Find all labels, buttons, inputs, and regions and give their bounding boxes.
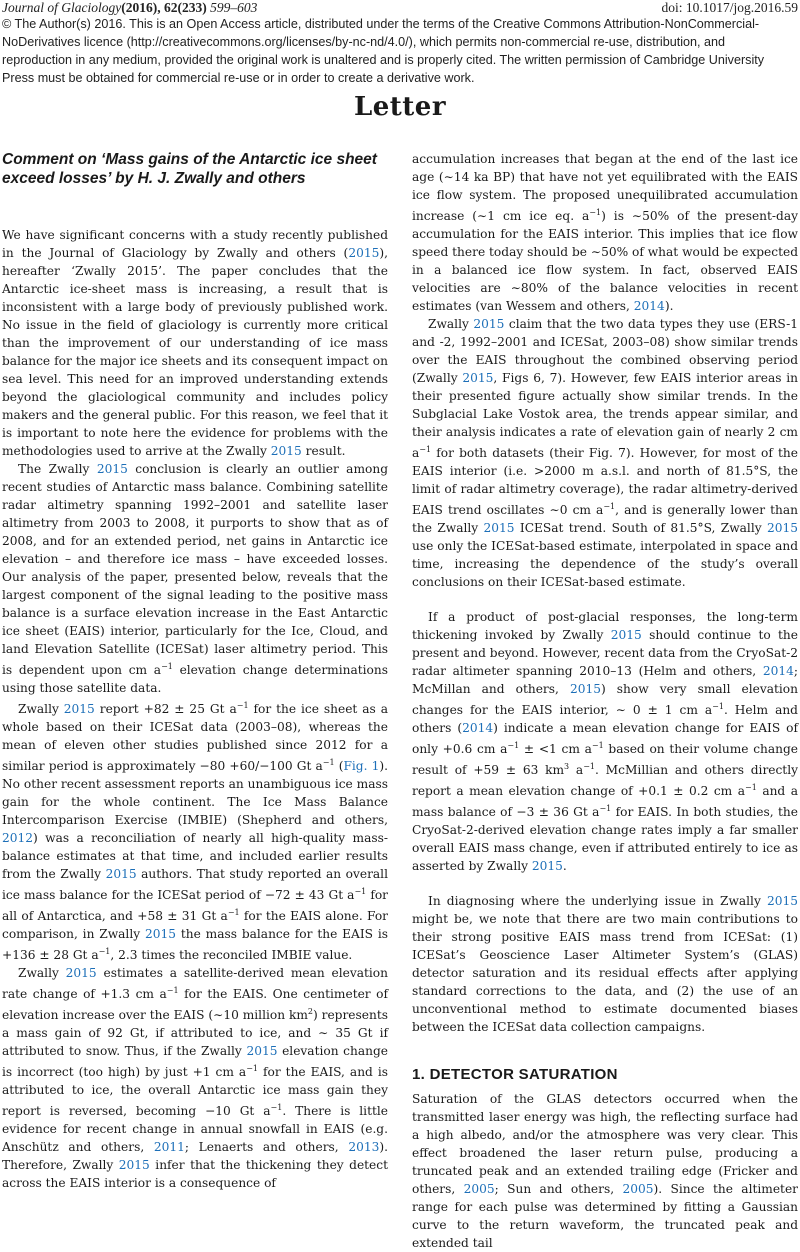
paragraph: In diagnosing where the underlying issue in Zwally 2015 might be, we note that there are two main contributions to their strong positive EAIS mass trend from ICESat: (1) ICESat’s Geoscience Laser Altimeter System’s (GLAS) detector saturation and its residual effects after applying standard corrections to the data, and (2) the use of an unconventional method to estimate documented biases between the ICESat data collection campaigns. (412, 894, 798, 1034)
citation-link[interactable]: 2015 (118, 1158, 150, 1172)
citation-link[interactable]: 2015 (144, 927, 176, 941)
citation-link[interactable]: 2015 (766, 521, 798, 535)
license-notice: © The Author(s) 2016. This is an Open Access article, distributed under the terms of the Creative Commons Attribution-NonCommercial-NoDerivatives licence (http://creativecommons.org/licenses/by-nc-nd/4.0/), which permits non-commercial re-use, distribution, and reproduction in any medium, provided the original work is unaltered and is properly cited. The written permission of Cambridge University Press must be obtained for commercial re-use or in order to create a derivative work. (2, 17, 765, 85)
citation-link[interactable]: 2015 (462, 371, 494, 385)
citation-link[interactable]: 2011 (153, 1140, 185, 1154)
figure-link[interactable]: Fig. 1 (343, 759, 380, 773)
right-column (412, 150, 798, 1252)
paragraph: accumulation increases that began at the end of the last ice age (∼14 ka BP) that have not yet equilibrated with the EAIS ice flow system. The proposed unequilibrated accumulation increase (∼1 cm ice eq. $a^{-1}$) is ∼50% of the present-day accumulation for the EAIS interior. This implies that ice flow speed there today should be ∼50% of what would be expected in a balanced ice flow system. In fact, observed EAIS velocities are ∼80% of the balance velocities in recent estimates (van Wessem and others, 2014). (412, 152, 798, 313)
citation-link[interactable]: 2015 (246, 1044, 278, 1058)
citation-link[interactable]: 2015 (105, 867, 137, 881)
citation-link[interactable]: 2014 (462, 721, 494, 735)
left-column (2, 150, 388, 1192)
citation-link[interactable]: 2014 (762, 664, 794, 678)
paragraph: Zwally 2015 report +82 ± 25 Gt $a^{-1}$ for the ice sheet as a whole based on their ICESat data (2003–08), whereas the mean of eleven other studies published since 2012 for a similar period is approximately −80 +60/−100 Gt $a^{-1}$ (Fig. 1). No other recent assessment reports an unambiguous ice mass gain for the whole continent. The Ice Mass Balance Intercomparison Exercise (IMBIE) (Shepherd and others, 2012) was a reconciliation of nearly all high-quality mass-balance estimates at that time, and included earlier results from the Zwally 2015 authors. That study reported an overall ice mass balance for the ICESat period of −72 ± 43 Gt $a^{-1}$ for all of Antarctica, and +58 ± 31 Gt $a^{-1}$ for the EAIS alone. For comparison, in Zwally 2015 the mass balance for the EAIS is +136 ± 28 Gt $a^{-1}$, 2.3 times the reconciled IMBIE value. (2, 701, 388, 962)
citation-link[interactable]: 2015 (63, 702, 95, 716)
citation-link[interactable]: 2012 (2, 831, 34, 845)
paragraph: The Zwally 2015 conclusion is clearly an outlier among recent studies of Antarctic mass balance. Combining satellite radar altimetry spanning 1992–2001 and satellite laser altimetry from 2003 to 2008, it purports to show that as of 2008, and for an extended period, net gains in Antarctic ice elevation – and therefore ice mass – have exceeded losses. Our analysis of the paper, presented below, reveals that the largest component of the signal leading to the positive mass balance is a surface elevation increase in the East Antarctic ice sheet (EAIS) interior, particularly for the Ice, Cloud, and land Elevation Satellite (ICESat) laser altimetry period. This is dependent upon cm $a^{-1}$ elevation change determinations using those satellite data. (2, 462, 388, 695)
article-title: Comment on ‘Mass gains of the Antarctic ice sheet exceed losses’ by H. J. Zwally and others (2, 151, 377, 187)
paragraph: Saturation of the GLAS detectors occurred when the transmitted laser energy was high, the reflecting surface had a high albedo, and/or the atmosphere was very clear. This effect broadened the laser return pulse, producing a truncated peak and an extended trailing edge (Fricker and others, 2005; Sun and others, 2005). Since the altimeter range for each pulse was determined by fitting a Gaussian curve to the return waveform, the truncated peak and extended tail (412, 1092, 798, 1250)
citation-link[interactable]: 2005 (622, 1182, 654, 1196)
section-heading: 1. DETECTOR SATURATION (412, 1066, 618, 1083)
journal-citation: Journal of Glaciology(2016), 62(233) 599–603 (2, 0, 258, 15)
doi-label: doi: 10.1017/jog.2016.59 (661, 0, 798, 15)
citation-link[interactable]: 2015 (348, 246, 380, 260)
citation-link[interactable]: 2015 (65, 966, 97, 980)
paragraph: Zwally 2015 claim that the two data types they use (ERS-1 and -2, 1992–2001 and ICESat, 2003–08) show similar trends over the EAIS throughout the combined observing period (Zwally 2015, Figs 6, 7). However, few EAIS interior areas in their presented figure actually show similar trends. In the Subglacial Lake Vostok area, the trends appear similar, and their analysis indicates a rate of elevation gain of nearly 2 cm $a^{-1}$ for both datasets (their Fig. 7). However, for most of the EAIS interior (i.e. >2000 m a.s.l. and north of 81.5°S, the limit of radar altimetry coverage), the radar altimetry-derived EAIS trend oscillates ∼0 cm $a^{-1}$, and is generally lower than the Zwally 2015 ICESat trend. South of 81.5°S, Zwally 2015 use only the ICESat-based estimate, interpolated in space and time, increasing the dependence of the study’s overall conclusions on their ICESat-based estimate. (412, 317, 798, 589)
citation-link[interactable]: 2015 (766, 894, 798, 908)
citation-link[interactable]: 2013 (348, 1140, 380, 1154)
citation-link[interactable]: 2015 (531, 859, 563, 873)
citation-link[interactable]: 2014 (633, 299, 665, 313)
running-header (2, 0, 798, 14)
citation-link[interactable]: 2015 (270, 444, 302, 458)
paragraph: Zwally 2015 estimates a satellite-derived mean elevation rate change of +1.3 cm $a^{-1}$ for the EAIS. One centimeter of elevation increase over the EAIS (∼10 million $km^2$) represents a mass gain of 92 Gt, if attributed to ice, and ∼ 35 Gt if attributed to snow. Thus, if the Zwally 2015 elevation change is incorrect (too high) by just +1 cm $a^{-1}$ for the EAIS, and is attributed to ice, the overall Antarctic ice mass gain they report is reversed, becoming −10 Gt $a^{-1}$. There is little evidence for recent change in annual snowfall in EAIS (e.g. Anschütz and others, 2011; Lenaerts and others, 2013). Therefore, Zwally 2015 infer that the thickening they detect across the EAIS interior is a consequence of (2, 966, 389, 1190)
citation-link[interactable]: 2015 (569, 682, 601, 696)
citation-link[interactable]: 2015 (610, 628, 642, 642)
page-title: Letter (353, 92, 447, 122)
citation-link[interactable]: 2015 (473, 317, 505, 331)
paragraph: We have significant concerns with a study recently published in the Journal of Glaciology by Zwally and others (2015), hereafter ‘Zwally 2015’. The paper concludes that the Antarctic ice-sheet mass is increasing, a result that is inconsistent with a large body of previously published work. No issue in the field of glaciology is currently more critical than the improvement of our understanding of ice mass balance for the major ice sheets and its consequent impact on sea level. This need for an improved understanding extends beyond the glaciological community and includes policy makers and the general public. For this reason, we feel that it is important to note here the evidence for problems with the methodologies used to arrive at the Zwally 2015 result. (2, 228, 388, 458)
citation-link[interactable]: 2015 (96, 462, 128, 476)
paragraph: If a product of post-glacial responses, the long-term thickening invoked by Zwally 2015 should continue to the present and beyond. However, recent data from the CryoSat-2 radar altimeter spanning 2010–13 (Helm and others, 2014; McMillan and others, 2015) show very small elevation changes for the EAIS interior, ∼ 0 ± 1 cm $a^{-1}$. Helm and others (2014) indicate a mean elevation change for EAIS of only +0.6 cm $a^{-1} \pm <1$ cm $a^{-1}$ based on their volume change result of +59 ± 63 $km^3$ $a^{-1}$. McMillian and others directly report a mean elevation change of +0.1 ± 0.2 cm $a^{-1}$ and a mass balance of −3 ± 36 Gt $a^{-1}$ for EAIS. In both studies, the CryoSat-2-derived elevation change rates imply a far smaller overall EAIS mass change, even if attributed entirely to ice as asserted by Zwally 2015. (412, 610, 799, 873)
citation-link[interactable]: 2005 (463, 1182, 495, 1196)
citation-link[interactable]: 2015 (483, 521, 515, 535)
